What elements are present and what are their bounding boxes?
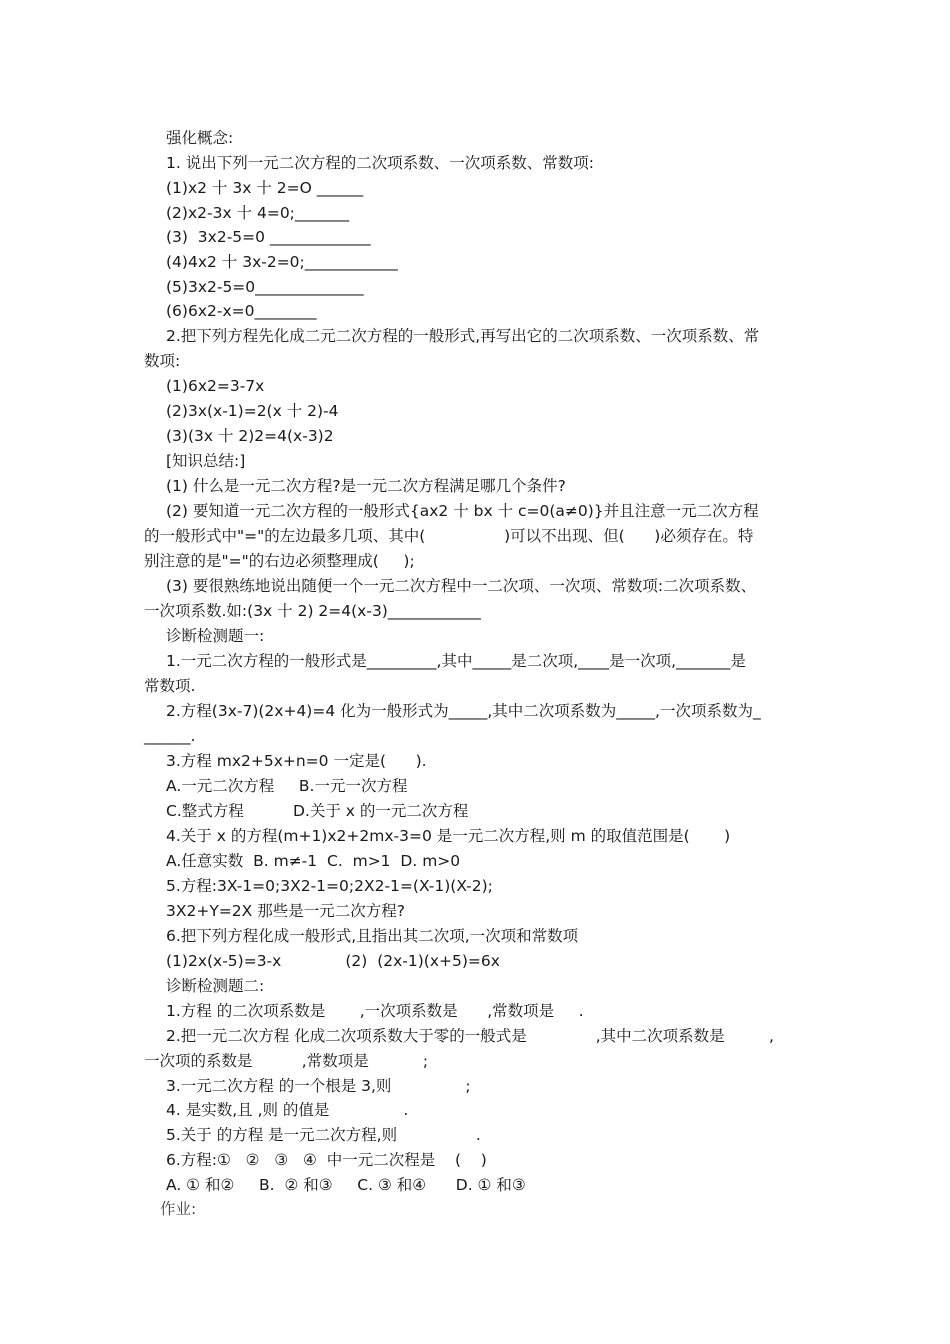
- summary-point: (2) 要知道一元二次方程的一般形式{ax2 十 bx 十 c=0(a≠0)}并且注意一元二次方程: [166, 502, 759, 520]
- equation-item: (6)6x2-x=0________: [166, 302, 317, 320]
- summary-point: (1) 什么是一元二次方程?是一元二次方程满足哪几个条件?: [166, 477, 566, 495]
- summary-point-cont: 别注意的是"="的右边必须整理成( );: [144, 552, 415, 570]
- question-2-prompt: 2.把下列方程先化成二元二次方程的一般形式,再写出它的二次项系数、一次项系数、常: [166, 327, 760, 345]
- diagnostic-question: 2.方程(3x-7)(2x+4)=4 化为一般形式为_____,其中二次项系数为_____,一次项系数为_: [166, 702, 761, 720]
- diagnostic-question: 5.方程:3X-1=0;3X2-1=0;2X2-1=(X-1)(X-2);: [166, 877, 493, 895]
- diagnostic-question-cont: 常数项.: [144, 677, 196, 695]
- diagnostic-question: 4.关于 x 的方程(m+1)x2+2mx-3=0 是一元二次方程,则 m 的取值范围是( ): [166, 827, 731, 845]
- equation-item: (2)3x(x-1)=2(x 十 2)-4: [166, 402, 339, 420]
- diagnostic-question: 2.把一元二次方程 化成二次项系数大于零的一般式是 ,其中二次项系数是 ,: [166, 1027, 774, 1045]
- summary-point-cont: 一次项系数.如:(3x 十 2) 2=4(x-3)____________: [144, 602, 481, 620]
- equation-item: (1)6x2=3-7x: [166, 377, 265, 395]
- answer-options: A.任意实数 B. m≠-1 C. m>1 D. m>0: [166, 852, 461, 870]
- summary-point-cont: 的一般形式中"="的左边最多几项、其中( )可以不出现、但( )必须存在。特: [144, 527, 754, 545]
- section-heading-homework: 作业:: [160, 1200, 197, 1218]
- equation-item: (2)x2-3x 十 4=0;_______: [166, 204, 350, 222]
- section-heading-diagnostic-2: 诊断检测题二:: [166, 977, 265, 995]
- question-1-prompt: 1. 说出下列一元二次方程的二次项系数、一次项系数、常数项:: [166, 154, 594, 172]
- diagnostic-question-cont: 一次项的系数是 ,常数项是 ;: [144, 1052, 429, 1070]
- equation-item: (1)2x(x-5)=3-x (2) (2x-1)(x+5)=6x: [166, 952, 500, 970]
- equation-item: (4)4x2 十 3x-2=0;____________: [166, 253, 398, 271]
- equation-item: (3)(3x 十 2)2=4(x-3)2: [166, 427, 334, 445]
- diagnostic-question: 4. 是实数,且 ,则 的值是 .: [166, 1101, 409, 1119]
- diagnostic-question-cont: 3X2+Y=2X 那些是一元二次方程?: [166, 902, 405, 920]
- diagnostic-question: 1.一元二次方程的一般形式是_________,其中_____是二次项,____是一次项,_______是: [166, 652, 746, 670]
- equation-item: (3) 3x2-5=0 _____________: [166, 228, 371, 246]
- section-heading-diagnostic-1: 诊断检测题一:: [166, 627, 265, 645]
- diagnostic-question: 6.方程:① ② ③ ④ 中一元二次程是 ( ): [166, 1151, 487, 1169]
- diagnostic-question: 5.关于 的方程 是一元二次方程,则 .: [166, 1126, 481, 1144]
- equation-item: (1)x2 十 3x 十 2=O ______: [166, 179, 364, 197]
- diagnostic-question: 1.方程 的二次项系数是 ,一次项系数是 ,常数项是 .: [166, 1002, 584, 1020]
- section-heading-summary: [知识总结:]: [166, 452, 246, 470]
- diagnostic-question-cont: ______.: [144, 727, 196, 745]
- diagnostic-question: 3.方程 mx2+5x+n=0 一定是( ).: [166, 752, 427, 770]
- question-2-prompt-cont: 数项:: [144, 352, 181, 370]
- diagnostic-question: 6.把下列方程化成一般形式,且指出其二次项,一次项和常数项: [166, 927, 579, 945]
- summary-point: (3) 要很熟练地说出随便一个一元二次方程中一二次项、一次项、常数项:二次项系数、: [166, 577, 757, 595]
- answer-options: A. ① 和② B. ② 和③ C. ③ 和④ D. ① 和③: [166, 1176, 526, 1194]
- section-heading-reinforce: 强化概念:: [166, 129, 234, 147]
- answer-options: A.一元二次方程 B.一元一次方程: [166, 777, 408, 795]
- equation-item: (5)3x2-5=0______________: [166, 278, 364, 296]
- diagnostic-question: 3.一元二次方程 的一个根是 3,则 ;: [166, 1077, 471, 1095]
- answer-options: C.整式方程 D.关于 x 的一元二次方程: [166, 802, 469, 820]
